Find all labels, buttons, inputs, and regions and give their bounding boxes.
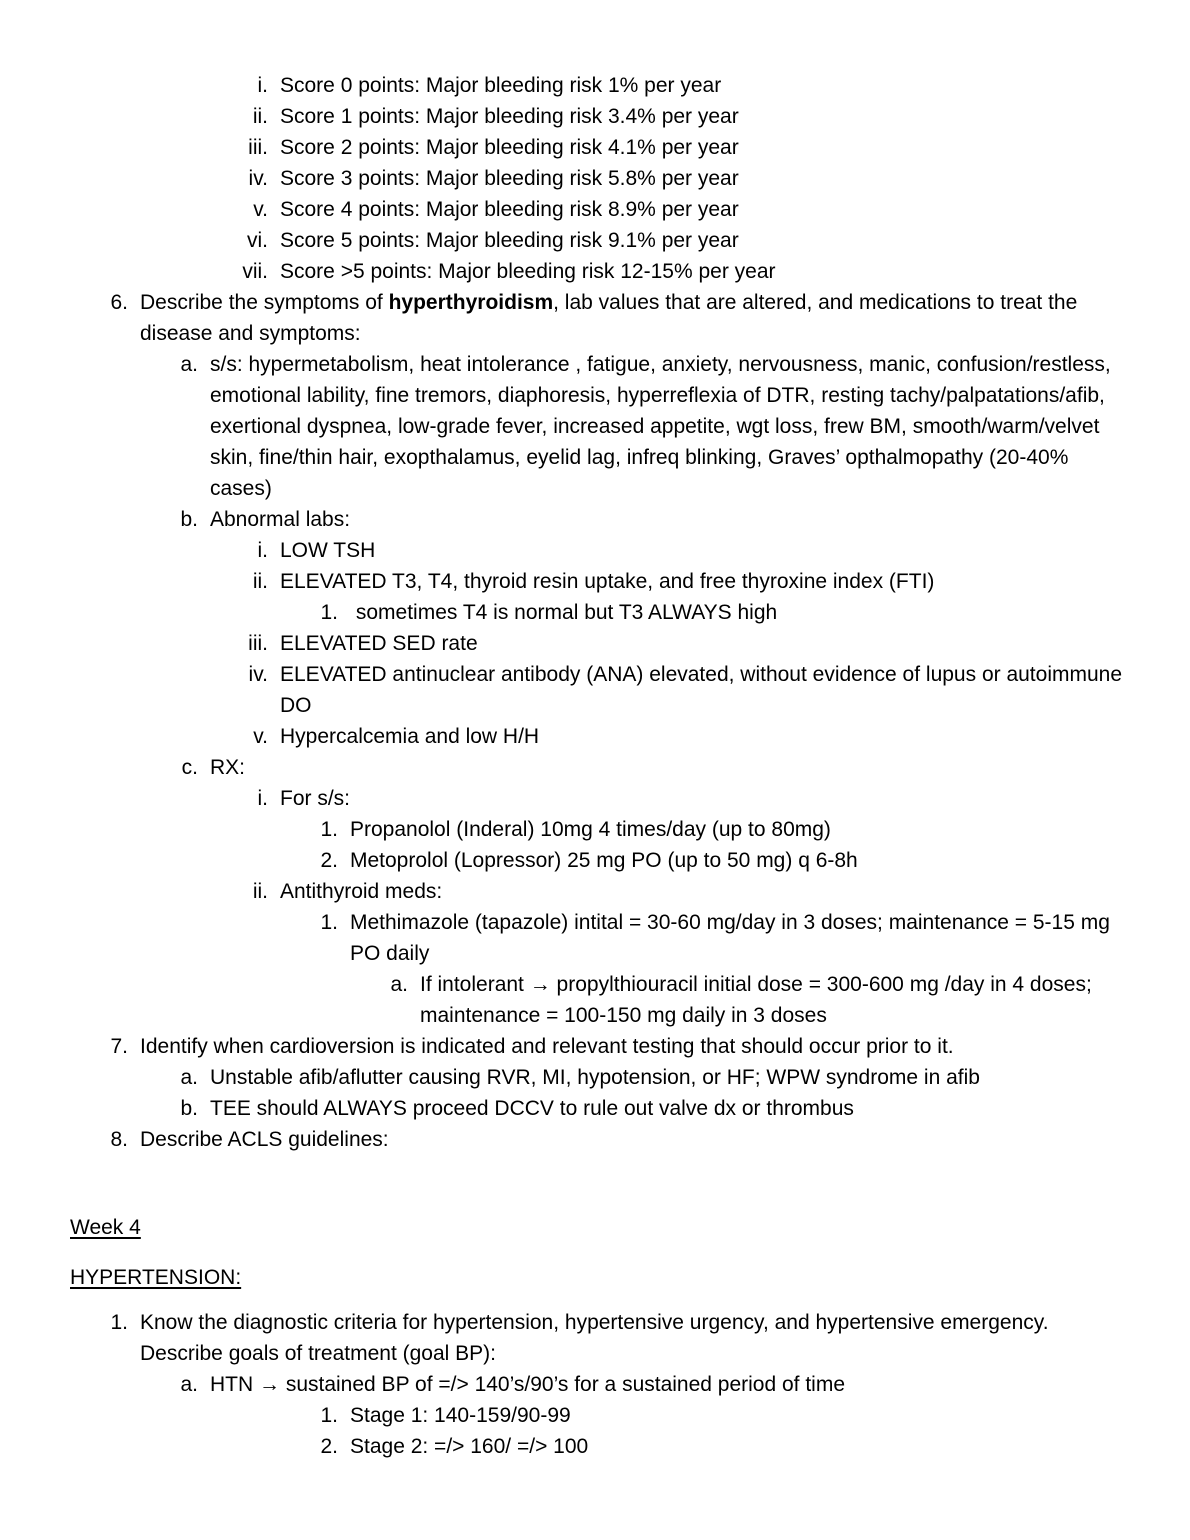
list-item-text [280, 256, 1122, 287]
list-item-text [280, 194, 1122, 225]
list-item-text [280, 628, 1122, 659]
list-item [282, 597, 1122, 628]
list-item-text [280, 225, 1122, 256]
list-item-text [210, 349, 1122, 504]
list-item [72, 1124, 1122, 1155]
list-marker: ii. [252, 880, 268, 903]
list-item-text [350, 814, 1122, 845]
list-item-text [280, 101, 1122, 132]
text-run: Metoprolol (Lopressor) 25 mg PO (up to 50 mg) q 6-8h [350, 849, 858, 872]
list-item [142, 349, 1122, 504]
list-item-text [280, 535, 1122, 566]
list-marker: a. [180, 353, 198, 376]
list-item-text [210, 1093, 1122, 1124]
list-item [212, 256, 1122, 287]
list-marker: b. [180, 1097, 198, 1120]
list-marker: ii. [252, 570, 268, 593]
heading-text: HYPERTENSION: [70, 1266, 242, 1289]
text-run: TEE should ALWAYS proceed DCCV to rule out valve dx or thrombus [210, 1097, 854, 1120]
list-marker: i. [257, 74, 268, 97]
list-marker: iii. [248, 136, 268, 159]
list-item-text [280, 783, 1122, 814]
list-item [212, 628, 1122, 659]
list-item [212, 70, 1122, 101]
list-marker: 1. [320, 1404, 338, 1427]
list-marker: 8. [110, 1128, 128, 1151]
paragraph-spacer [70, 1293, 1122, 1307]
text-run: s/s: hypermetabolism, heat intolerance , fatigue, anxiety, nervousness, manic, confusion/restless, emotional lability, fine tremors, diaphoresis, hyperreflexia of DTR, resting tachy/palpatations/afib, exertional dyspnea, low-grade fever, increased appetite, wgt loss, frew BM, smooth/warm/velvet skin, fine/thin hair, exopthalamus, eyelid lag, infreq blinking, Graves’ opthalmopathy (20-40% cases) [210, 353, 1117, 500]
paragraph-spacer [70, 1243, 1122, 1262]
list-item [212, 225, 1122, 256]
list-item [212, 163, 1122, 194]
list-marker: 1. [320, 818, 338, 841]
list-item-text [210, 1062, 1122, 1093]
list-item [352, 969, 1122, 1031]
list-item-text [280, 566, 1122, 597]
text-run: Score 2 points: Major bleeding risk 4.1% per year [280, 136, 739, 159]
list-marker: 2. [320, 849, 338, 872]
list-marker: iii. [248, 632, 268, 655]
text-run: , lab values that are altered, and medications to treat the disease and symptoms: [140, 291, 1084, 345]
list-item [142, 752, 1122, 783]
text-run: Stage 2: =/> 160/ =/> 100 [350, 1435, 589, 1458]
list-marker: c. [181, 756, 198, 779]
text-run: Methimazole (tapazole) intital = 30-60 mg/day in 3 doses; maintenance = 5-15 mg PO daily [350, 911, 1116, 965]
text-run: Describe the symptoms of [140, 291, 389, 314]
text-run: Abnormal labs: [210, 508, 351, 531]
list-item-text [140, 1031, 1122, 1062]
list-item-text [350, 597, 1122, 628]
text-run: Score 1 points: Major bleeding risk 3.4% per year [280, 105, 739, 128]
text-run: If intolerant → propylthiouracil initial dose = 300-600 mg /day in 4 doses; maintenance = 100-150 mg daily in 3 doses [420, 973, 1098, 1027]
list-item-text [280, 721, 1122, 752]
list-marker: vi. [247, 229, 268, 252]
hypertension-heading [70, 1262, 1122, 1293]
list-marker: iv. [248, 167, 268, 190]
text-run: Score 5 points: Major bleeding risk 9.1% per year [280, 229, 739, 252]
list-item-text [420, 969, 1122, 1031]
list-marker: 6. [110, 291, 128, 314]
list-item [212, 721, 1122, 752]
list-marker: ii. [252, 105, 268, 128]
text-run: Stage 1: 140-159/90-99 [350, 1404, 571, 1427]
list-item [142, 504, 1122, 535]
list-marker: a. [180, 1066, 198, 1089]
list-marker: b. [180, 508, 198, 531]
text-run: Hypercalcemia and low H/H [280, 725, 540, 748]
list-marker: 7. [110, 1035, 128, 1058]
list-item-text [350, 845, 1122, 876]
list-item [282, 845, 1122, 876]
list-item [212, 783, 1122, 814]
list-marker: i. [257, 539, 268, 562]
list-item [72, 1307, 1122, 1369]
list-marker: v. [253, 725, 268, 748]
text-run: Identify when cardioversion is indicated and relevant testing that should occur prior to it. [140, 1035, 954, 1058]
list-item-text [210, 1369, 1122, 1400]
list-item [72, 287, 1122, 349]
list-marker: v. [253, 198, 268, 221]
list-item-text [280, 70, 1122, 101]
list-item [212, 101, 1122, 132]
text-run: ELEVATED SED rate [280, 632, 478, 655]
list-item-text [140, 1124, 1122, 1155]
text-run: ELEVATED T3, T4, thyroid resin uptake, and free thyroxine index (FTI) [280, 570, 935, 593]
list-item-text [350, 1400, 1122, 1431]
bold-text-run: hyperthyroidism [388, 291, 554, 314]
list-marker: vii. [242, 260, 268, 283]
text-run: Score 0 points: Major bleeding risk 1% per year [280, 74, 722, 97]
list-item [212, 132, 1122, 163]
list-marker: 1. [320, 601, 338, 624]
text-run: Know the diagnostic criteria for hypertension, hypertensive urgency, and hypertensive emergency. Describe goals of treatment (goal BP): [140, 1311, 1067, 1365]
list-marker: i. [257, 787, 268, 810]
text-run: Antithyroid meds: [280, 880, 443, 903]
list-item-text [280, 659, 1128, 721]
text-run: sometimes T4 is normal but T3 ALWAYS high [350, 601, 778, 624]
text-run: ELEVATED antinuclear antibody (ANA) elevated, without evidence of lupus or autoimmune DO [280, 663, 1128, 717]
list-item [282, 907, 1122, 969]
list-item [142, 1062, 1122, 1093]
list-item [282, 814, 1122, 845]
list-item-text [280, 163, 1122, 194]
heading-text: Week 4 [70, 1216, 141, 1239]
list-item [282, 1400, 1122, 1431]
text-run: HTN → sustained BP of =/> 140’s/90’s for a sustained period of time [210, 1373, 846, 1396]
text-run: For s/s: [280, 787, 351, 810]
text-run: Score >5 points: Major bleeding risk 12-15% per year [280, 260, 776, 283]
list-item [142, 1093, 1122, 1124]
text-run: Unstable afib/aflutter causing RVR, MI, hypotension, or HF; WPW syndrome in afib [210, 1066, 980, 1089]
text-run: Propanolol (Inderal) 10mg 4 times/day (up to 80mg) [350, 818, 831, 841]
list-item-text [280, 876, 1122, 907]
list-marker: 2. [320, 1435, 338, 1458]
text-run: RX: [210, 756, 246, 779]
text-run: Score 4 points: Major bleeding risk 8.9% per year [280, 198, 739, 221]
list-item [212, 535, 1122, 566]
list-marker: a. [180, 1373, 198, 1396]
list-item-text [140, 1307, 1122, 1369]
week-4-heading [70, 1212, 1122, 1243]
list-marker: 1. [320, 911, 338, 934]
list-item [72, 1031, 1122, 1062]
paragraph-spacer [70, 1155, 1122, 1212]
list-item-text [280, 132, 1122, 163]
list-item-text [210, 504, 1122, 535]
list-marker: 1. [110, 1311, 128, 1334]
list-item [282, 1431, 1122, 1462]
text-run: Describe ACLS guidelines: [140, 1128, 389, 1151]
list-item [212, 876, 1122, 907]
list-item [212, 194, 1122, 225]
list-item-text [210, 752, 1122, 783]
list-item-text [350, 1431, 1122, 1462]
list-marker: a. [390, 973, 408, 996]
list-marker: iv. [248, 663, 268, 686]
text-run: Score 3 points: Major bleeding risk 5.8% per year [280, 167, 739, 190]
list-item-text [140, 287, 1122, 349]
text-run: LOW TSH [280, 539, 376, 562]
list-item-text [350, 907, 1122, 969]
list-item [212, 659, 1128, 721]
list-item [212, 566, 1122, 597]
list-item [142, 1369, 1122, 1400]
